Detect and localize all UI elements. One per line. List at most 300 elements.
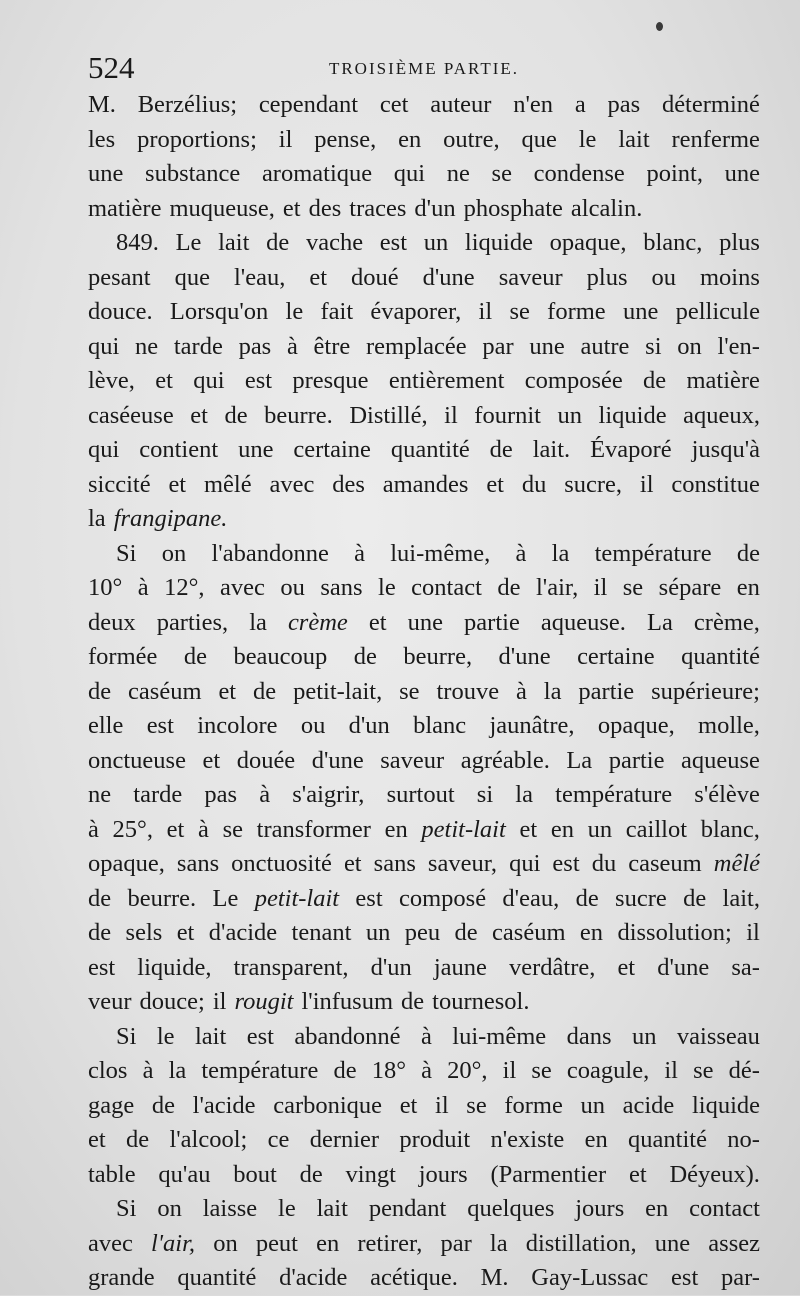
word: remplacée xyxy=(365,332,467,360)
word: ou xyxy=(280,574,305,601)
word: de xyxy=(299,1160,323,1188)
word: tenant xyxy=(291,919,352,946)
word: se xyxy=(491,160,512,187)
word: cependant xyxy=(258,91,359,118)
word: quantité xyxy=(628,1126,707,1153)
word: auteur xyxy=(430,91,492,118)
text-line xyxy=(88,778,760,813)
word: acétique. xyxy=(370,1264,458,1291)
word: la xyxy=(489,1229,508,1257)
word: coagule, xyxy=(566,1057,650,1084)
word: peut xyxy=(255,1229,298,1257)
word: d'un xyxy=(370,953,412,981)
word: si xyxy=(476,781,494,808)
text-line xyxy=(88,916,760,951)
text-line xyxy=(88,744,760,779)
word: transformer xyxy=(256,815,371,843)
word: ne xyxy=(88,781,112,808)
word: contact xyxy=(411,574,482,601)
word: caséum xyxy=(128,677,202,705)
word: pas xyxy=(204,781,238,808)
text-line xyxy=(88,399,760,434)
word: traces xyxy=(349,194,407,222)
word: se xyxy=(222,815,243,843)
text-line xyxy=(88,261,760,296)
word: jours xyxy=(575,1195,625,1222)
text-line xyxy=(88,847,760,882)
word: jaune xyxy=(433,953,487,981)
word: beurre. xyxy=(127,884,197,912)
word: des xyxy=(308,194,342,222)
word: ce xyxy=(267,1126,290,1153)
word: sa- xyxy=(731,953,760,981)
word: verdâtre, xyxy=(508,953,596,981)
word: en xyxy=(736,574,760,601)
word: d'acide xyxy=(208,919,278,946)
word: et xyxy=(88,1126,106,1153)
word: quelques xyxy=(467,1195,555,1222)
word: composé xyxy=(398,884,487,912)
word: renferme xyxy=(671,125,760,153)
text-line xyxy=(88,295,760,330)
word: à xyxy=(420,1022,432,1050)
word: à xyxy=(515,539,527,567)
word: Le xyxy=(212,884,239,912)
word: 18° xyxy=(371,1057,407,1084)
word: sans xyxy=(176,850,220,877)
word: l'alcool; xyxy=(169,1126,248,1153)
word: par xyxy=(482,332,514,360)
word: elle xyxy=(88,712,124,739)
word: ne xyxy=(135,332,159,360)
word: onctueuse xyxy=(88,746,186,774)
word: qui xyxy=(509,850,541,877)
word: de xyxy=(489,436,513,463)
word: d'un xyxy=(414,194,456,222)
italic-word: crème xyxy=(287,608,348,636)
word: de xyxy=(575,884,599,912)
word: qui xyxy=(88,436,120,463)
word: il xyxy=(639,470,654,498)
word: matière xyxy=(686,367,760,394)
text-line xyxy=(88,813,760,848)
word: en xyxy=(579,919,604,946)
word: contact xyxy=(689,1195,760,1222)
word: s'aigrir, xyxy=(292,781,365,808)
word: des xyxy=(332,470,365,498)
word: avec xyxy=(269,470,315,498)
word: l'acide xyxy=(192,1091,256,1119)
word: se xyxy=(693,1057,714,1084)
word: aromatique xyxy=(261,160,373,187)
text-line xyxy=(88,433,760,468)
word: à xyxy=(286,332,298,360)
running-head xyxy=(88,50,760,86)
word: jours xyxy=(418,1160,468,1188)
word: abandonné xyxy=(294,1022,401,1050)
word: que xyxy=(174,263,210,291)
word: no- xyxy=(727,1126,760,1153)
word: gage xyxy=(88,1091,135,1119)
word: lait xyxy=(618,125,650,153)
word: sucre, xyxy=(564,470,623,498)
word: d'une xyxy=(311,746,364,774)
word: amandes xyxy=(382,470,469,498)
word: et xyxy=(486,470,504,498)
word: en xyxy=(384,815,408,843)
word: fournit xyxy=(474,401,541,429)
word: se xyxy=(622,574,644,601)
text-line xyxy=(88,1123,760,1158)
word: surtout xyxy=(386,781,455,808)
word: et xyxy=(309,263,328,291)
word: évaporer, xyxy=(370,298,462,325)
word: matière xyxy=(88,194,162,222)
word: Si xyxy=(116,1022,137,1050)
word: de xyxy=(88,677,112,705)
italic-word: petit-lait xyxy=(254,884,340,912)
text-line xyxy=(88,1261,760,1296)
word: sans xyxy=(373,850,416,877)
running-head-title: TROISIÈME PARTIE. xyxy=(328,59,520,78)
word: se xyxy=(399,677,420,705)
word: l'en- xyxy=(717,332,760,360)
word: pas xyxy=(607,91,641,118)
word: la xyxy=(168,1057,187,1084)
word: blanc, xyxy=(643,229,703,256)
word: alcalin. xyxy=(570,194,643,222)
word: lait xyxy=(218,229,250,256)
word: température xyxy=(594,539,712,567)
word: siccité xyxy=(88,470,151,498)
word: table xyxy=(88,1160,136,1188)
word: opaque, xyxy=(597,712,675,739)
word: une xyxy=(654,1229,691,1257)
word: l'abandonne xyxy=(211,539,329,567)
word: la xyxy=(515,781,533,808)
word: la xyxy=(88,505,106,532)
word: et xyxy=(166,815,185,843)
word: se xyxy=(509,298,530,325)
word: vache xyxy=(305,229,364,256)
word: se xyxy=(531,1057,552,1084)
word: 12°, xyxy=(164,574,205,601)
word: de xyxy=(333,1057,357,1084)
word: blanc, xyxy=(700,815,760,843)
word: (Parmentier xyxy=(490,1160,607,1188)
word: à xyxy=(259,781,271,808)
word: de xyxy=(683,884,707,912)
word: caséum xyxy=(492,919,566,946)
word: sans xyxy=(320,574,363,601)
word: incolore xyxy=(197,712,278,739)
text-line xyxy=(88,468,760,503)
text-line xyxy=(88,675,760,710)
word: si xyxy=(645,332,662,360)
italic-word: l'air, xyxy=(151,1229,196,1257)
word: à xyxy=(137,574,149,601)
word: vingt xyxy=(345,1160,396,1188)
word: se xyxy=(466,1091,487,1119)
text-line xyxy=(88,1054,760,1089)
word: de xyxy=(266,229,290,256)
word: partie xyxy=(464,608,520,636)
word: qui xyxy=(88,332,120,360)
word: jaunâtre, xyxy=(489,712,575,739)
word: de xyxy=(454,919,478,946)
word: doué xyxy=(351,263,399,291)
word: ou xyxy=(651,263,676,291)
word: dernier xyxy=(309,1126,380,1153)
word: d'une xyxy=(422,263,475,291)
word: et xyxy=(168,470,187,498)
word: aqueuse. xyxy=(540,608,626,636)
word: est xyxy=(552,850,580,877)
word: beurre, xyxy=(403,643,473,670)
word: la xyxy=(551,539,570,567)
word: et xyxy=(368,608,387,636)
word: Déyeux). xyxy=(669,1160,760,1188)
word: tournesol. xyxy=(432,988,530,1015)
word: caillot xyxy=(625,815,688,843)
word: un xyxy=(631,1022,657,1050)
word: s'élève xyxy=(694,781,760,808)
word: supérieure; xyxy=(651,677,760,705)
word: la xyxy=(543,677,562,705)
word: Lorsqu'on xyxy=(169,298,269,325)
word: on xyxy=(213,1229,238,1257)
text-line xyxy=(88,226,760,261)
word: contient xyxy=(139,436,219,463)
word: il xyxy=(746,919,760,946)
word: pesant xyxy=(88,263,151,291)
word: plus xyxy=(719,229,760,256)
word: d'acide xyxy=(279,1264,348,1291)
word: substance xyxy=(145,160,241,187)
word: fait xyxy=(320,298,354,325)
text-line xyxy=(88,123,760,158)
word: deux xyxy=(88,608,136,636)
word: on xyxy=(157,1195,182,1222)
text-line xyxy=(88,1020,760,1055)
word: le xyxy=(378,574,396,601)
word: produit xyxy=(399,1126,471,1153)
word: veur xyxy=(88,988,132,1015)
word: une xyxy=(88,160,124,187)
word: lait xyxy=(195,1022,227,1050)
word: entièrement xyxy=(388,367,505,394)
word: pendant xyxy=(368,1195,447,1222)
word: de xyxy=(736,539,760,567)
word: une xyxy=(238,436,274,463)
word: distillation, xyxy=(525,1229,637,1257)
word: 10° xyxy=(88,574,123,601)
word: en xyxy=(550,815,574,843)
text-line xyxy=(88,502,760,537)
word: à xyxy=(142,1057,154,1084)
word: quantité xyxy=(681,643,760,670)
word: la xyxy=(249,608,267,636)
text-line xyxy=(88,882,760,917)
word: plus xyxy=(586,263,628,291)
word: Si xyxy=(116,1195,137,1222)
word: La xyxy=(647,608,673,636)
word: on xyxy=(161,539,187,567)
word: moins xyxy=(699,263,760,291)
word: d'eau, xyxy=(502,884,560,912)
word: transparent, xyxy=(233,953,349,981)
word: de xyxy=(401,988,425,1015)
word: d'un xyxy=(348,712,390,739)
ink-speck xyxy=(656,22,663,31)
word: est xyxy=(355,884,383,912)
word: lève, xyxy=(88,367,135,394)
word: de xyxy=(183,643,207,670)
word: certaine xyxy=(293,436,371,463)
word: est xyxy=(379,229,407,256)
word: cet xyxy=(379,91,409,118)
word: le xyxy=(285,298,304,325)
word: La xyxy=(566,746,593,774)
word: un xyxy=(423,229,449,256)
word: outre, xyxy=(443,125,500,153)
word: lait, xyxy=(722,884,760,912)
word: à xyxy=(516,677,527,705)
word: caseum xyxy=(628,850,702,877)
word: le xyxy=(578,125,597,153)
word: une xyxy=(724,160,760,187)
word: déterminé xyxy=(661,91,760,118)
word: dans xyxy=(566,1022,612,1050)
word: et xyxy=(155,367,173,394)
word: et xyxy=(218,677,237,705)
word: de xyxy=(126,1126,150,1153)
word: sucre xyxy=(615,884,667,912)
text-line xyxy=(88,1227,760,1262)
word: grande xyxy=(88,1264,155,1291)
word: phosphate xyxy=(463,194,563,222)
word: l'eau, xyxy=(233,263,286,291)
word: de xyxy=(253,677,277,705)
word: les xyxy=(88,125,116,153)
word: le xyxy=(278,1195,296,1222)
text-line xyxy=(88,88,760,123)
word: trouve xyxy=(436,677,500,705)
word: parties, xyxy=(156,608,229,636)
body-text xyxy=(88,88,760,1296)
text-line xyxy=(88,330,760,365)
word: onctuosité xyxy=(231,850,332,877)
word: beaucoup xyxy=(233,643,328,670)
word: il xyxy=(278,125,293,153)
word: Si xyxy=(116,539,137,567)
word: bout xyxy=(233,1160,277,1188)
word: aqueux, xyxy=(683,401,760,429)
word: l'infusum xyxy=(301,988,394,1015)
page-number: 524 xyxy=(88,50,135,85)
word: vaisseau xyxy=(676,1022,760,1050)
word: d'une xyxy=(657,953,710,981)
word: avec xyxy=(220,574,265,601)
word: clos xyxy=(88,1057,128,1084)
word: pas xyxy=(238,332,272,360)
word: est xyxy=(246,1022,274,1050)
word: agréable. xyxy=(460,746,550,774)
word: pense, xyxy=(314,125,377,153)
word: ou xyxy=(300,712,326,739)
word: Berzélius; xyxy=(137,91,238,118)
word: petit-lait, xyxy=(293,677,383,705)
word: en xyxy=(645,1195,669,1222)
text-line xyxy=(88,192,760,227)
word: proportions; xyxy=(137,125,257,153)
italic-word: frangipane. xyxy=(113,505,228,532)
word: Le xyxy=(175,229,202,256)
word: condense xyxy=(533,160,625,187)
word: M. xyxy=(480,1264,509,1291)
word: il xyxy=(593,574,608,601)
text-line xyxy=(88,709,760,744)
word: dissolution; xyxy=(617,919,732,946)
word: pellicule xyxy=(675,298,760,325)
text-line xyxy=(88,1158,760,1193)
word: une xyxy=(529,332,565,360)
word: qu'au xyxy=(158,1160,211,1188)
word: quantité xyxy=(390,436,470,463)
word: presque xyxy=(292,367,369,394)
word: beurre. xyxy=(264,401,333,429)
word: assez xyxy=(708,1229,760,1257)
text-line xyxy=(88,1192,760,1227)
word: un xyxy=(557,401,583,429)
word: composée xyxy=(524,367,623,394)
word: a xyxy=(574,91,586,118)
word: est xyxy=(244,367,273,394)
word: par- xyxy=(721,1264,760,1291)
word: et xyxy=(190,401,208,429)
word: il xyxy=(664,1057,678,1084)
word: douée xyxy=(236,746,296,774)
word: il xyxy=(212,988,227,1015)
word: et xyxy=(282,194,301,222)
word: l'air, xyxy=(535,574,579,601)
word: certaine xyxy=(577,643,655,670)
italic-word: mêlé xyxy=(713,850,760,877)
word: M. xyxy=(88,91,116,118)
text-line xyxy=(88,640,760,675)
word: opaque, xyxy=(549,229,627,256)
word: en xyxy=(316,1229,340,1257)
word: avec xyxy=(88,1229,133,1257)
word: de xyxy=(643,367,667,394)
word: et xyxy=(519,815,538,843)
word: jusqu'à xyxy=(691,436,760,463)
text-line xyxy=(88,364,760,399)
text-line xyxy=(88,606,760,641)
word: il xyxy=(478,298,493,325)
word: crème, xyxy=(693,608,760,636)
word: il xyxy=(444,401,458,429)
word: on xyxy=(677,332,702,360)
word: par xyxy=(440,1229,472,1257)
text-line xyxy=(88,571,760,606)
word: Gay-Lussac xyxy=(531,1264,649,1291)
word: un xyxy=(587,815,613,843)
word: constitue xyxy=(671,470,760,498)
word: peu xyxy=(404,919,441,946)
word: 849. xyxy=(116,229,159,256)
word: douce. xyxy=(88,298,153,325)
